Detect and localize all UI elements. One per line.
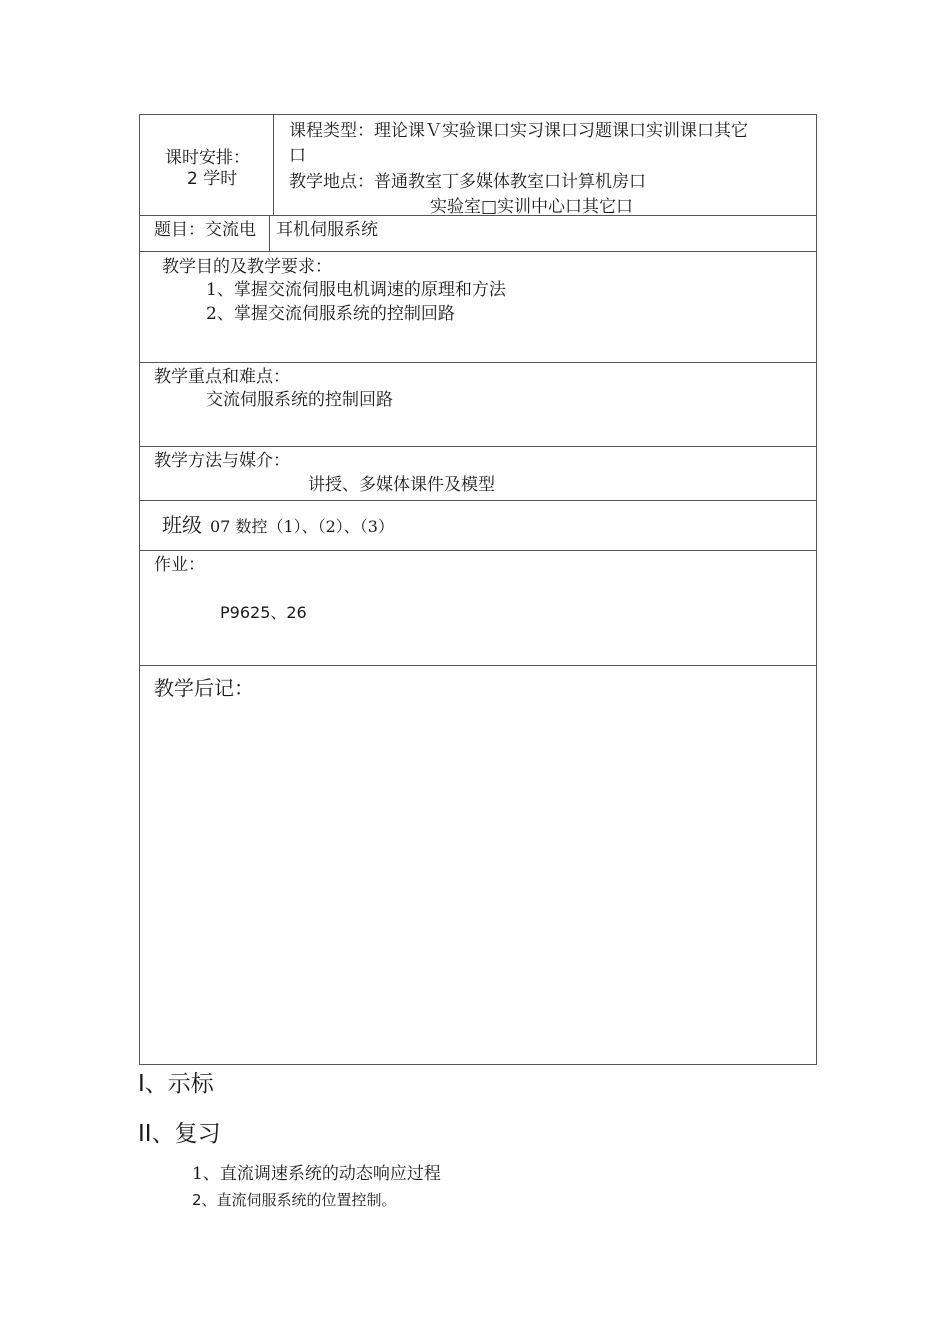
objectives-row: [140, 252, 816, 363]
course-type-line2: 口: [289, 146, 306, 166]
methods-value: 讲授、多媒体课件及模型: [308, 475, 495, 495]
schedule-row: [140, 115, 816, 216]
key-points-value: 交流伺服系统的控制回路: [206, 390, 393, 410]
topic-label: 题目：交流电: [154, 220, 256, 240]
homework-label: 作业：: [154, 555, 205, 575]
objective-item: 2、掌握交流伺服系统的控制回路: [206, 304, 455, 324]
schedule-hours: 2 学时: [187, 169, 238, 189]
column-divider: [273, 115, 274, 215]
homework-row: [140, 551, 816, 666]
section-heading: I、示标: [138, 1071, 214, 1097]
column-divider: [269, 216, 270, 251]
location-line2: 实验室□实训中心口其它口: [430, 197, 634, 217]
homework-value: P9625、26: [220, 603, 307, 622]
afterword-row: [140, 666, 816, 1064]
class-label: 班级: [162, 513, 202, 537]
course-type-line1: 课程类型：理论课Ｖ实验课口实习课口习题课口实训课口其它: [289, 121, 748, 141]
review-item: 2、直流伺服系统的位置控制。: [192, 1191, 397, 1209]
section-heading: II、复习: [138, 1121, 221, 1147]
location-line1: 教学地点：普通教室丁多媒体教室口计算机房口: [289, 172, 646, 192]
objectives-label: 教学目的及教学要求：: [162, 257, 332, 277]
topic-row: [140, 216, 816, 252]
key-points-row: [140, 363, 816, 447]
lesson-plan-table: [139, 114, 817, 1065]
afterword-label: 教学后记：: [154, 676, 254, 700]
class-value: 07 数控（1）、（2）、（3）: [210, 517, 394, 536]
key-points-label: 教学重点和难点：: [154, 367, 290, 387]
topic-value: 耳机伺服系统: [276, 220, 378, 240]
review-item: 1、直流调速系统的动态响应过程: [192, 1164, 441, 1184]
methods-row: [140, 447, 816, 501]
methods-label: 教学方法与媒介：: [154, 451, 290, 471]
class-row: [140, 501, 816, 551]
objective-item: 1、掌握交流伺服电机调速的原理和方法: [206, 280, 506, 300]
schedule-label: 课时安排：: [165, 148, 250, 168]
